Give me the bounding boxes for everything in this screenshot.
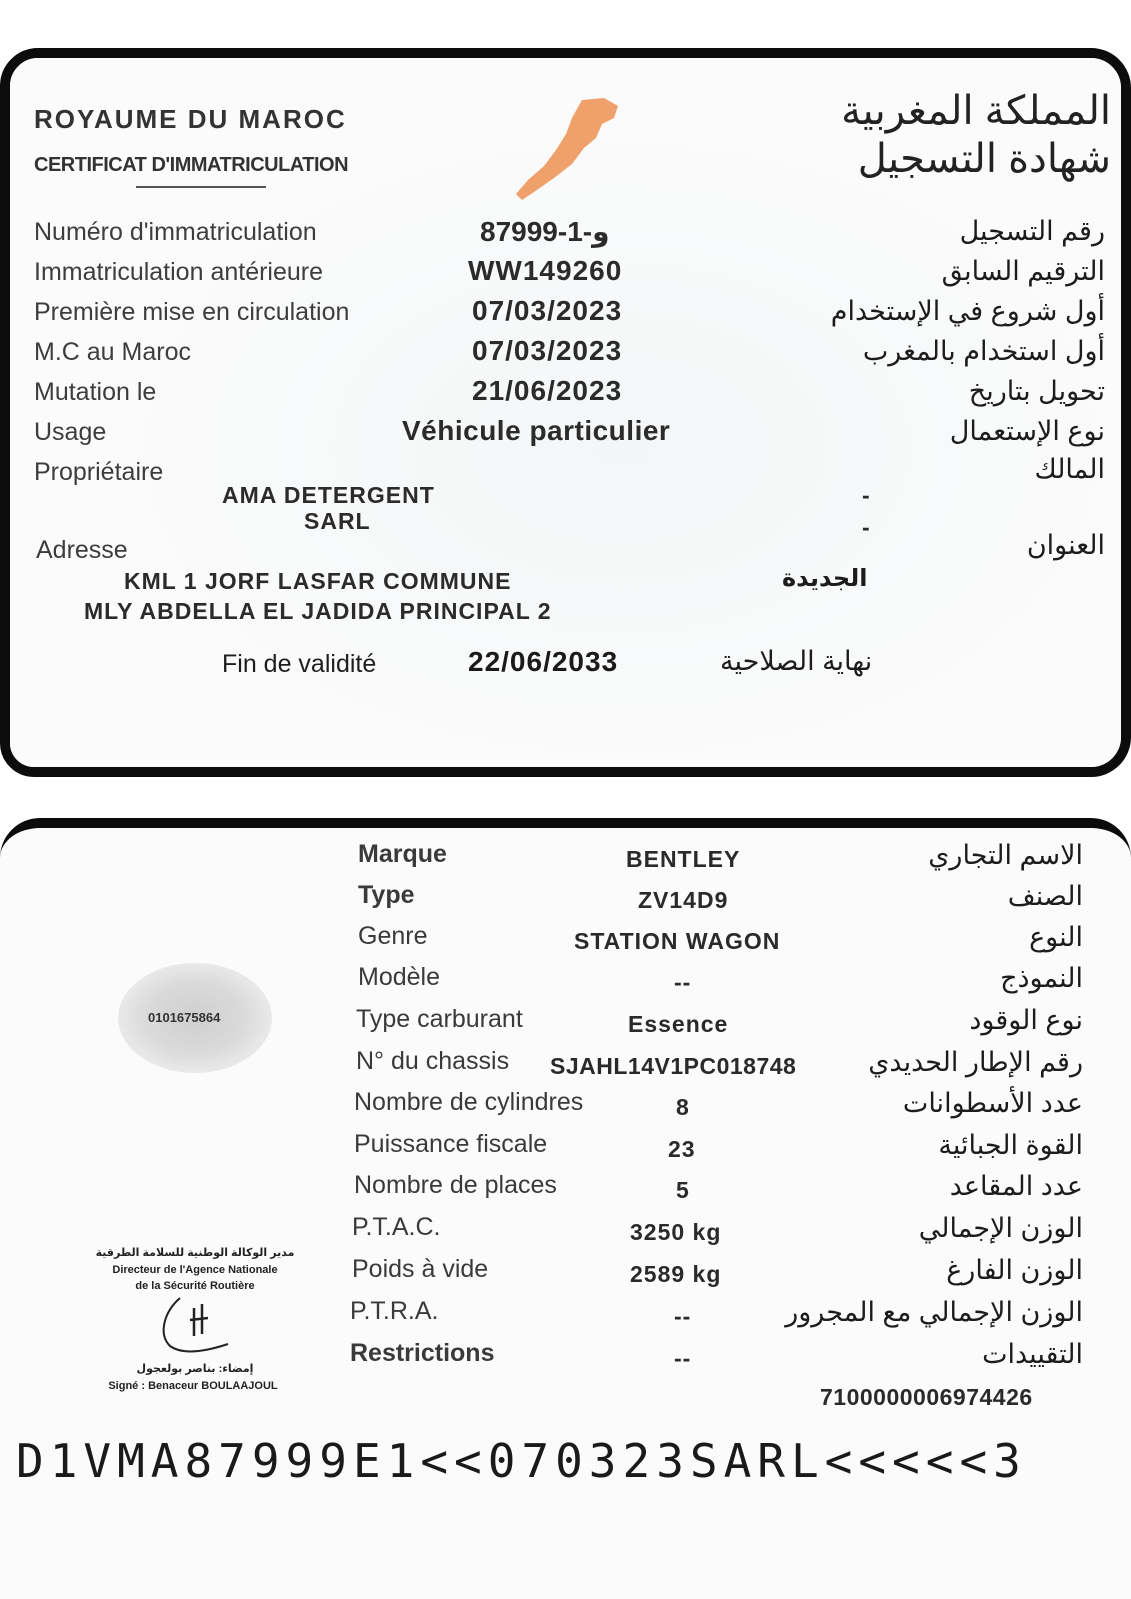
brand-label: Marque [358, 840, 447, 868]
mutation-value: 21/06/2023 [472, 375, 623, 406]
owner-name-line2: SARL [304, 508, 371, 534]
empty-weight-label: Poids à vide [352, 1255, 489, 1283]
registration-number-value: 87999-و-1 [480, 216, 610, 247]
seats-label: Nombre de places [354, 1171, 557, 1199]
previous-registration-label-ar: الترقيم السابق [941, 256, 1105, 286]
model-label-ar: النموذج [1000, 963, 1083, 993]
cylinders-value: 8 [676, 1094, 690, 1120]
mc-morocco-label-ar: أول استخدام بالمغرب [862, 336, 1105, 366]
first-circulation-value: 07/03/2023 [472, 295, 623, 326]
restrictions-label-ar: التقييدات [982, 1339, 1083, 1369]
fiscal-power-label: Puissance fiscale [354, 1130, 548, 1158]
previous-registration-label: Immatriculation antérieure [34, 258, 324, 286]
morocco-map-icon [510, 94, 630, 204]
previous-registration-value: WW149260 [468, 255, 623, 286]
empty-weight-value: 2589 kg [630, 1261, 722, 1287]
signed-ar: إمضاء: بناصر بولعجول [136, 1363, 254, 1375]
ptac-label: P.T.A.C. [352, 1213, 441, 1241]
address-label: Adresse [36, 536, 128, 564]
cylinders-label: Nombre de cylindres [354, 1088, 584, 1116]
fuel-type-label: Type carburant [356, 1005, 523, 1033]
director-title-ar: مدير الوكالة الوطنية للسلامة الطرقية [95, 1247, 295, 1259]
empty-weight-label-ar: الوزن الفارغ [946, 1255, 1083, 1285]
registration-card-front [0, 48, 1131, 777]
validity-label: Fin de validité [222, 650, 377, 678]
address-city-ar: الجديدة [782, 565, 868, 592]
director-title-fr-2: de la Sécurité Routière [135, 1280, 255, 1292]
address-line1: KML 1 JORF LASFAR COMMUNE [124, 568, 512, 594]
restrictions-label: Restrictions [350, 1339, 495, 1367]
fiscal-power-value: 23 [668, 1136, 696, 1162]
header-underline [136, 186, 266, 188]
validity-value: 22/06/2033 [468, 646, 619, 677]
director-signature-icon [150, 1290, 240, 1360]
registration-number-label: Numéro d'immatriculation [34, 218, 317, 246]
seats-label-ar: عدد المقاعد [949, 1171, 1083, 1201]
registration-card-back [0, 818, 1131, 1599]
first-circulation-label: Première mise en circulation [34, 298, 350, 326]
ptra-value: -- [674, 1303, 692, 1329]
first-circulation-label-ar: أول شروع في الإستخدام [830, 296, 1105, 326]
validity-label-ar: نهاية الصلاحية [720, 646, 873, 676]
header-kingdom-ar: المملكة المغربية [841, 89, 1111, 133]
header-certificate-ar: شهادة التسجيل [857, 137, 1111, 181]
ptra-label-ar: الوزن الإجمالي مع المجرور [785, 1297, 1083, 1327]
ptra-label: P.T.R.A. [350, 1297, 439, 1325]
usage-label: Usage [34, 418, 107, 446]
owner-name-line1: AMA DETERGENT [222, 482, 435, 508]
fuel-type-label-ar: نوع الوقود [969, 1005, 1083, 1035]
signed-fr: Signé : Benaceur BOULAAJOUL [108, 1380, 278, 1392]
fiscal-power-label-ar: القوة الجبائية [938, 1130, 1083, 1160]
mc-morocco-label: M.C au Maroc [34, 338, 191, 366]
mrz-line: D1VMA87999E1<<070323SARL<<<<<3 [16, 1434, 1027, 1488]
owner-ar-dash-2: - [862, 514, 871, 540]
owner-ar-dash-1: - [862, 482, 871, 508]
fuel-type-value: Essence [628, 1011, 729, 1037]
ptac-label-ar: الوزن الإجمالي [918, 1213, 1083, 1243]
model-value: -- [674, 969, 692, 995]
type-label: Type [358, 881, 415, 909]
owner-label: Propriétaire [34, 458, 164, 486]
usage-value: Véhicule particulier [402, 415, 671, 446]
registration-number-label-ar: رقم التسجيل [959, 216, 1105, 246]
header-certificate-fr: CERTIFICAT D'IMMATRICULATION [34, 154, 349, 176]
genre-value: STATION WAGON [574, 928, 781, 954]
owner-label-ar: المالك [1034, 454, 1105, 484]
address-label-ar: العنوان [1026, 530, 1105, 560]
mc-morocco-value: 07/03/2023 [472, 335, 623, 366]
mutation-label: Mutation le [34, 378, 157, 406]
type-label-ar: الصنف [1007, 881, 1083, 911]
mutation-label-ar: تحويل بتاريخ [968, 376, 1105, 406]
genre-label-ar: النوع [1029, 922, 1083, 952]
serial-number: 7100000006974426 [820, 1384, 1033, 1410]
chassis-value: SJAHL14V1PC018748 [550, 1053, 797, 1079]
seats-value: 5 [676, 1177, 690, 1203]
chassis-label-ar: رقم الإطار الحديدي [868, 1047, 1083, 1077]
header-kingdom-fr: ROYAUME DU MAROC [34, 104, 347, 134]
model-label: Modèle [358, 963, 440, 991]
genre-label: Genre [358, 922, 428, 950]
chassis-label: N° du chassis [356, 1047, 510, 1075]
director-title-fr-1: Directeur de l'Agence Nationale [112, 1264, 278, 1276]
address-line2: MLY ABDELLA EL JADIDA PRINCIPAL 2 [84, 598, 552, 624]
brand-value: BENTLEY [626, 846, 741, 872]
restrictions-value: -- [674, 1345, 692, 1371]
chip-number: 0101675864 [148, 1010, 221, 1025]
usage-label-ar: نوع الإستعمال [949, 416, 1105, 446]
ptac-value: 3250 kg [630, 1219, 722, 1245]
brand-label-ar: الاسم التجاري [928, 840, 1083, 870]
type-value: ZV14D9 [638, 887, 729, 913]
cylinders-label-ar: عدد الأسطوانات [902, 1088, 1083, 1118]
